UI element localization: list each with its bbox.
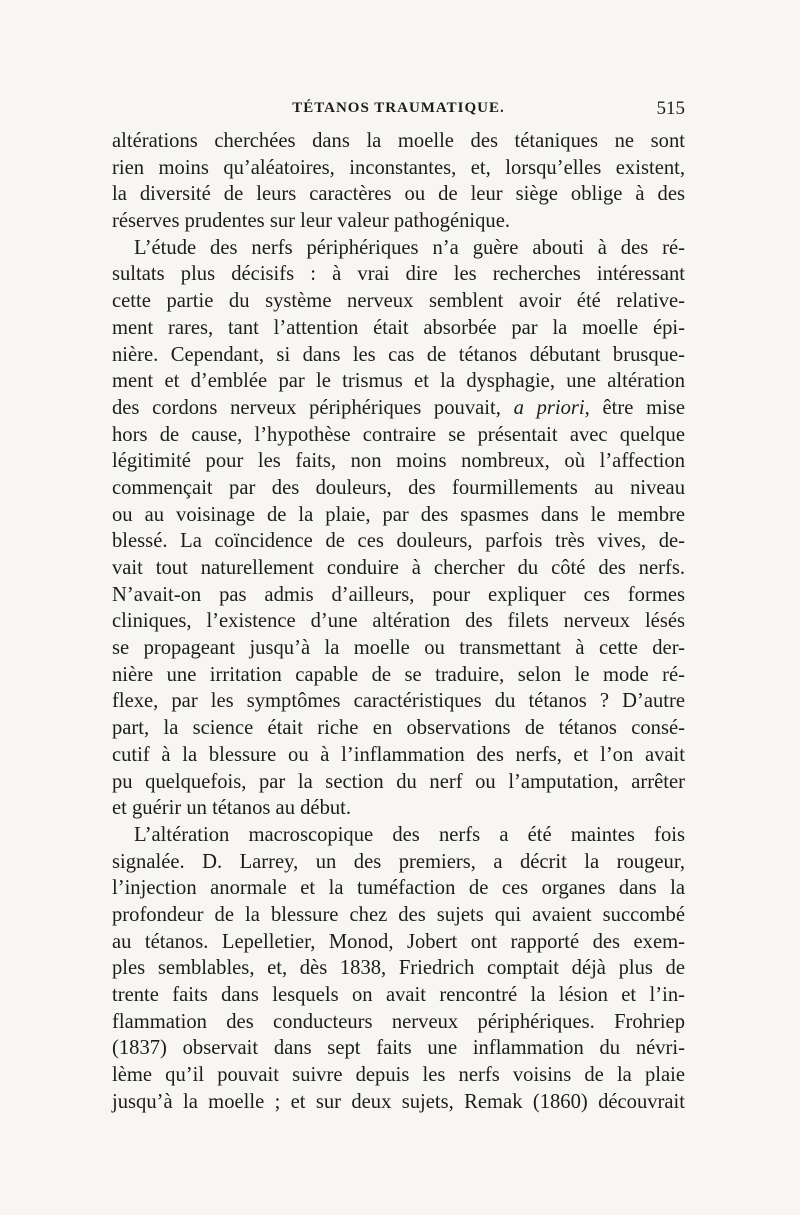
text-line: cliniques, l’existence d’une altération des filets nerveux lésés: [112, 610, 685, 633]
text-line: altérations cherchées dans la moelle des tétaniques ne sont: [112, 130, 685, 152]
text-line: trente faits dans lesquels on avait rencontré la lésion et l’in-: [112, 984, 685, 1006]
text-line: hors de cause, l’hypothèse contraire se présentait avec quelque: [112, 423, 685, 446]
text-line: se propageant jusqu’à la moelle ou transmettant à cette der-: [112, 637, 685, 660]
text-line: cutif à la blessure ou à l’inflammation des nerfs, et l’on avait: [112, 743, 685, 766]
text-line: lème qu’il pouvait suivre depuis les nerfs voisins de la plaie: [112, 1064, 685, 1087]
text-line: blessé. La coïncidence de ces douleurs, parfois très vives, de-: [112, 530, 685, 553]
italic-term: a priori: [513, 396, 585, 419]
text-line: ou au voisinage de la plaie, par des spasmes dans le membre: [112, 503, 685, 526]
body-text: [112, 128, 685, 1115]
paragraph-start-line: L’altération macroscopique des nerfs a été maintes fois: [134, 823, 685, 846]
text-line-with-italic: [112, 395, 685, 422]
text-segment: , être mise: [584, 396, 685, 419]
text-line: réserves prudentes sur leur valeur pathogénique.: [112, 210, 510, 233]
text-line: flammation des conducteurs nerveux périphériques. Frohriep: [112, 1010, 685, 1033]
paragraph-start-line: L’étude des nerfs périphériques n’a guère abouti à des ré-: [134, 236, 685, 259]
text-segment: des cordons nerveux périphériques pouvait,: [112, 396, 514, 419]
text-line: au tétanos. Lepelletier, Monod, Jobert ont rapporté des exem-: [112, 930, 685, 953]
text-line: ment rares, tant l’attention était absorbée par la moelle épi-: [112, 316, 685, 339]
text-line: rien moins qu’aléatoires, inconstantes, et, lorsqu’elles existent,: [112, 156, 685, 179]
text-line: nière. Cependant, si dans les cas de tétanos débutant brusque-: [112, 343, 685, 366]
text-line: la diversité de leurs caractères ou de leur siège oblige à des: [112, 183, 685, 206]
text-line: ment et d’emblée par le trismus et la dysphagie, une altération: [112, 370, 685, 393]
running-head: [112, 98, 685, 122]
text-line: profondeur de la blessure chez des sujets qui avaient succombé: [112, 903, 685, 926]
text-line: N’avait-on pas admis d’ailleurs, pour expliquer ces formes: [112, 583, 685, 606]
page-number: 515: [656, 98, 685, 119]
text-line: ples semblables, et, dès 1838, Friedrich comptait déjà plus de: [112, 957, 685, 980]
text-line: commençait par des douleurs, des fourmillements au niveau: [112, 476, 685, 499]
text-line: l’injection anormale et la tuméfaction de ces organes dans la: [112, 877, 685, 900]
text-line: nière une irritation capable de se traduire, selon le mode ré-: [112, 663, 685, 686]
text-line: et guérir un tétanos au début.: [112, 797, 352, 820]
text-line: signalée. D. Larrey, un des premiers, a décrit la rougeur,: [112, 850, 685, 873]
text-line: flexe, par les symptômes caractéristiques du tétanos ? D’autre: [112, 690, 685, 713]
text-line: (1837) observait dans sept faits une inflammation du névri-: [112, 1037, 685, 1060]
running-title: TÉTANOS TRAUMATIQUE.: [292, 100, 505, 116]
text-line: vait tout naturellement conduire à chercher du côté des nerfs.: [112, 557, 685, 579]
text-line: jusqu’à la moelle ; et sur deux sujets, Remak (1860) découvrait: [112, 1090, 685, 1113]
text-line: pu quelquefois, par la section du nerf ou l’amputation, arrêter: [112, 770, 685, 793]
text-line: légitimité pour les faits, non moins nombreux, où l’affection: [112, 450, 685, 473]
text-line: sultats plus décisifs : à vrai dire les recherches intéressant: [112, 263, 685, 286]
text-line: part, la science était riche en observations de tétanos consé-: [112, 717, 685, 740]
text-line: cette partie du système nerveux semblent avoir été relative-: [112, 290, 685, 313]
